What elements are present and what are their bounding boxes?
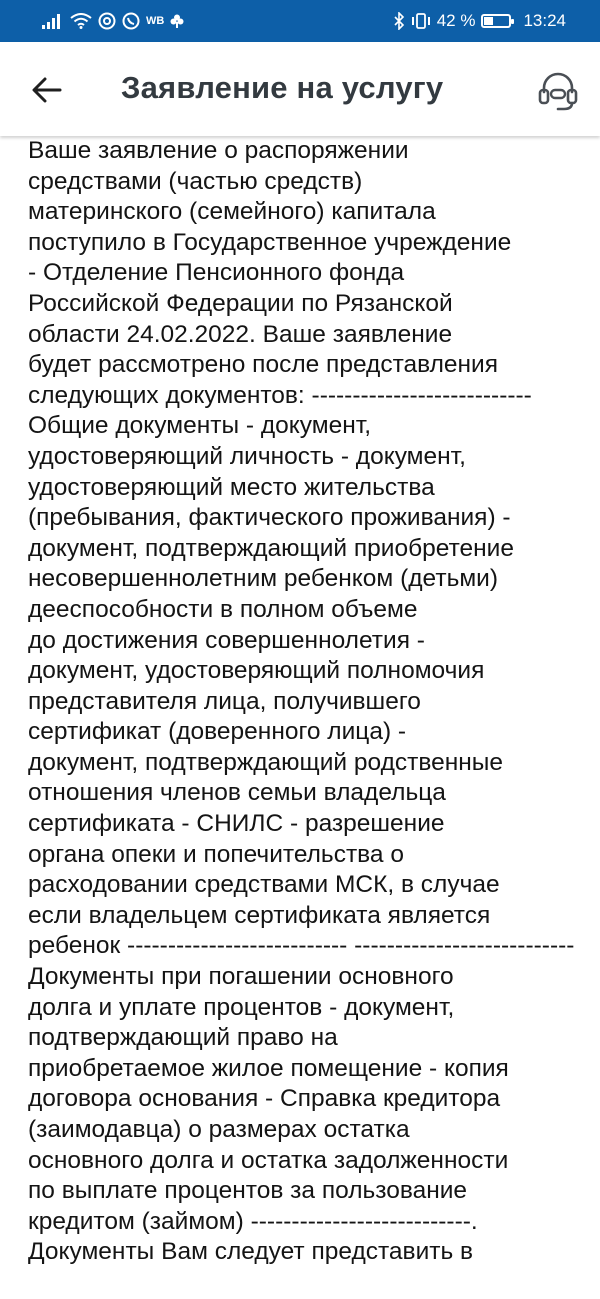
support-button[interactable] xyxy=(532,64,584,116)
battery-percent: 42 % xyxy=(436,11,476,30)
headset-icon xyxy=(536,68,580,112)
vibrate-icon xyxy=(411,12,431,30)
bluetooth-icon xyxy=(393,12,405,30)
clock: 13:24 xyxy=(523,11,566,30)
whatsapp-icon xyxy=(122,12,140,30)
status-right xyxy=(393,0,566,42)
application-status-text: Ваше заявление о распоряжении средствами (частью средств) материнского (семейного) капитала поступило в Государственное учреждение - Отделение Пенсионного фонда Российской Федерации по Рязанской области 24.02.2022. Ваше заявление будет рассмотрено после представления следующих документов: --------------------------- Общие документы - документ, удостоверяющий личность - документ, удостоверяющий место жительства (пребывания, фактического проживания) - документ, подтверждающий приобретение несовершеннолетним ребенком (детьми) дееспособности в полном объеме до достижения совершеннолетия - документ, удостоверяющий полномочия представителя лица, получившего сертификат (доверенного лица) - документ, подтверждающий родственные отношения членов семьи владельца сертификата - СНИЛС - разрешение органа опеки и попечительства о расходовании средствами МСК, в случае если владельцем сертификата является ребенок --------------------------- --------------------------- Документы при погашении основного долга и уплате процентов - документ, подтверждающий право на приобретаемое жилое помещение - копия договора основания - Справка кредитора (заимодавца) о размерах остатка основного долга и остатка задолженности по выплате процентов за пользование кредитом (займом) ---------------------------. Документы Вам следует представить в xyxy=(28,137,575,1266)
battery-icon xyxy=(481,14,511,28)
page-title: Заявление на услугу xyxy=(121,70,444,105)
arrow-left-icon xyxy=(32,77,62,103)
app-bar xyxy=(0,42,600,136)
application-content xyxy=(28,136,588,1299)
battery-level xyxy=(484,17,493,25)
back-button[interactable] xyxy=(22,65,72,115)
wb-label: WB xyxy=(146,15,165,27)
clover-icon xyxy=(170,14,184,28)
at-icon xyxy=(98,12,116,30)
signal-icon xyxy=(42,13,64,29)
wifi-icon xyxy=(70,13,92,29)
status-bar xyxy=(0,0,600,42)
status-left xyxy=(42,0,184,42)
